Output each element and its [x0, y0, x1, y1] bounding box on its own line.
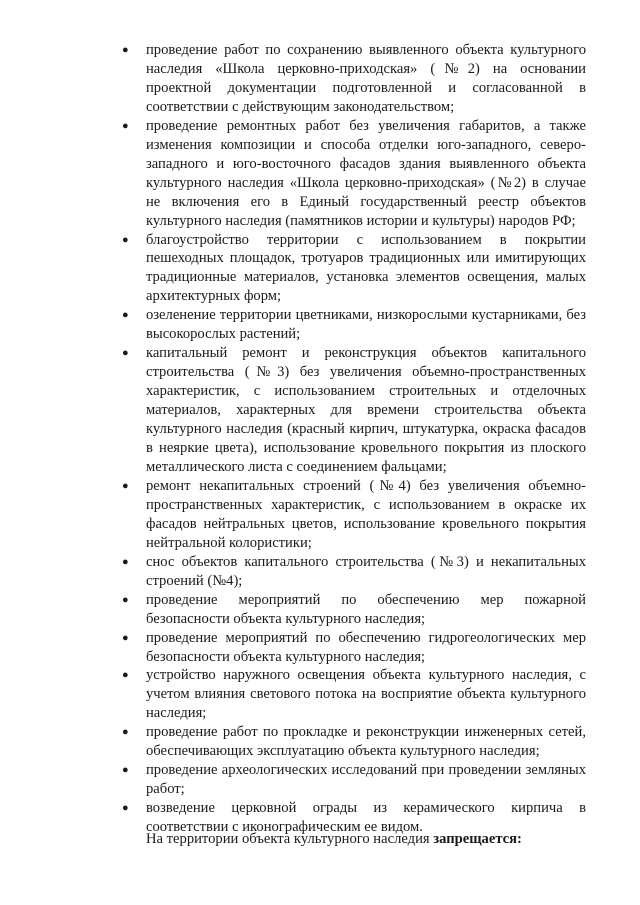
list-item [122, 553, 586, 591]
list-item-text: ремонт некапитальных строений (№4) без увеличения объемно-пространственных характеристик, с использованием в окраске их фасадов нейтральных цветов, использование кровельного покрытия нейтральной колористики; [146, 477, 586, 551]
bullet-icon: ● [122, 119, 129, 132]
closing-text: На территории объекта культурного наследия [146, 831, 434, 847]
list-item-text: проведение мероприятий по обеспечению мер пожарной безопасности объекта культурного наследия; [146, 591, 586, 627]
list-item [122, 477, 586, 553]
list-item-text: проведение ремонтных работ без увеличения габаритов, а также изменения композиции и способа отделки юго-западного, северо-западного и юго-восточного фасадов здания выявленного объекта культурного наследия «Школа церковно-приходская» (№2) в случае не включения его в Единый государственный реестр объектов культурного наследия (памятников истории и культуры) народов РФ; [146, 117, 586, 229]
list-item-text: проведение мероприятий по обеспечению гидрогеологических мер безопасности объекта культурного наследия; [146, 629, 586, 665]
bullet-icon: ● [122, 726, 129, 739]
list-item-text: проведение археологических исследований при проведении земляных работ; [146, 762, 586, 798]
list-item-text: проведение работ по прокладке и реконструкции инженерных сетей, обеспечивающих эксплуатацию объекта культурного наследия; [146, 724, 586, 760]
list-item-text: возведение церковной ограды из керамического кирпича в соответствии с иконографическим ее видом. [146, 800, 586, 836]
list-item [122, 117, 586, 231]
bullet-icon: ● [122, 631, 129, 644]
list-item [122, 761, 586, 799]
permitted-works-list [122, 41, 586, 837]
bullet-icon: ● [122, 802, 129, 815]
bullet-icon: ● [122, 479, 129, 492]
list-item [122, 723, 586, 761]
bullet-icon: ● [122, 764, 129, 777]
closing-paragraph [146, 830, 586, 849]
list-item-text: снос объектов капитального строительства (№3) и некапитальных строений (№4); [146, 553, 586, 589]
list-item-text: устройство наружного освещения объекта культурного наследия, с учетом влияния светового потока на восприятие объекта культурного наследия; [146, 667, 586, 722]
list-item [122, 231, 586, 307]
list-item [122, 591, 586, 629]
bullet-icon: ● [122, 347, 129, 360]
list-item [122, 306, 586, 344]
list-item-text: озеленение территории цветниками, низкорослыми кустарниками, без высокорослых растений; [146, 307, 586, 343]
bullet-icon: ● [122, 309, 129, 322]
list-item-text: проведение работ по сохранению выявленного объекта культурного наследия «Школа церковно-приходская» (№2) на основании проектной документации подготовленной и согласованной в соответствии с действующим законодательством; [146, 42, 586, 115]
bullet-icon: ● [122, 555, 129, 568]
list-item [122, 629, 586, 667]
closing-emphasis: запрещается: [433, 831, 522, 847]
bullet-icon: ● [122, 233, 129, 246]
bullet-icon: ● [122, 669, 129, 682]
list-item-text: капитальный ремонт и реконструкция объектов капитального строительства (№3) без увеличения объемно-пространственных характеристик, с использованием строительных и отделочных материалов, характерных для времени строительства объекта культурного наследия (красный кирпич, штукатурка, окраска фасадов в неяркие цвета), использование кровельного покрытия из плоского металлического листа с соединением фальцами; [146, 345, 586, 475]
bullet-icon: ● [122, 593, 129, 606]
list-item [122, 344, 586, 477]
bullet-icon: ● [122, 44, 129, 56]
list-item-text: благоустройство территории с использованием в покрытии пешеходных площадок, тротуаров традиционных или имитирующих традиционные материалов, установка элементов освещения, малых архитектурных форм; [146, 231, 586, 305]
list-item [122, 666, 586, 723]
list-item [122, 41, 586, 117]
